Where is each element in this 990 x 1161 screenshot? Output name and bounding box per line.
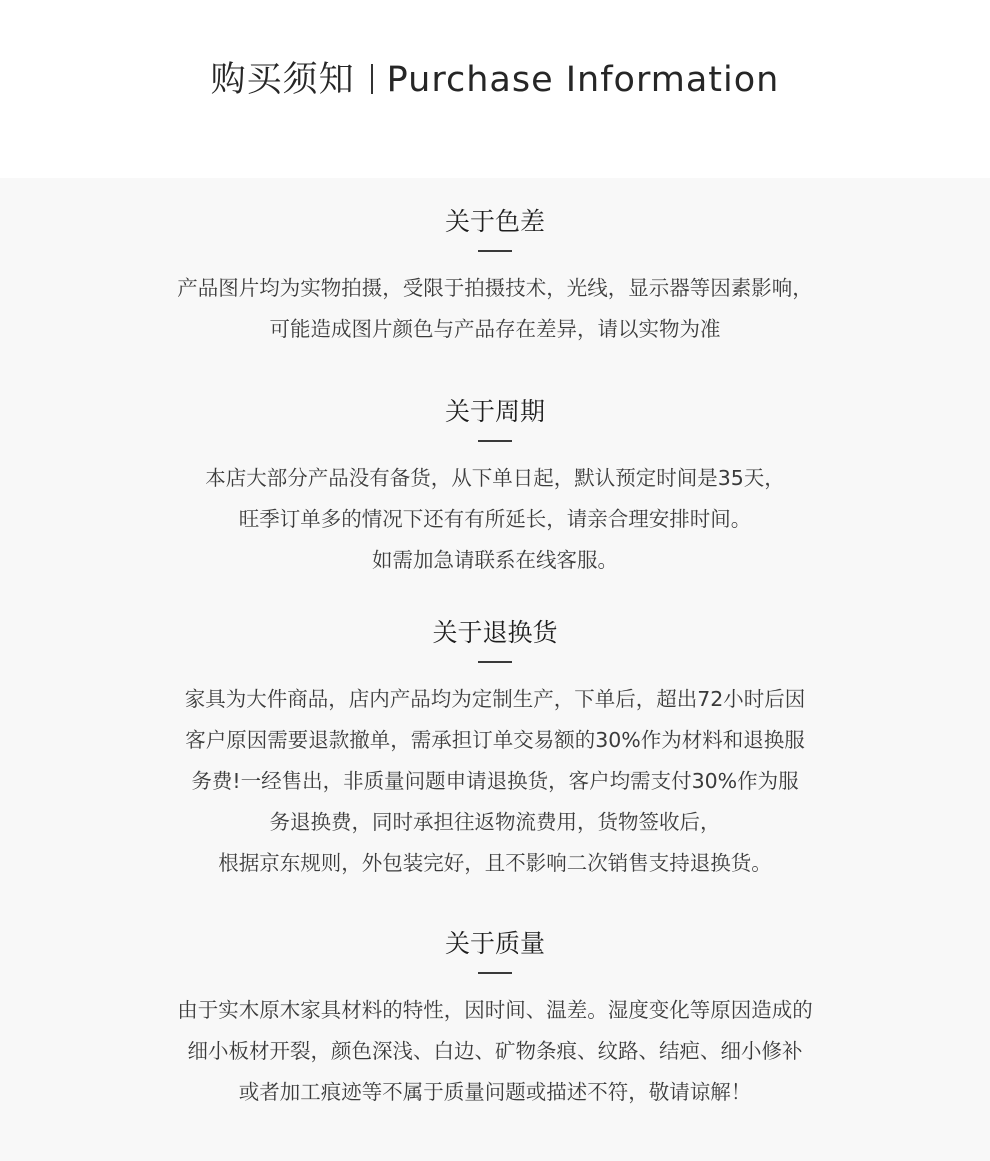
section-delivery-period [0,394,990,581]
section-line: 细小板材开裂，颜色深浅、白边、矿物条痕、纹路、结疤、细小修补 [187,1039,803,1063]
section-line: 客户原因需要退款撤单，需承担订单交易额的30%作为材料和退换服 [185,728,805,752]
section-body [0,990,990,1113]
section-line: 产品图片均为实物拍摄，受限于拍摄技术，光线，显示器等因素影响， [177,276,813,300]
section-line: 本店大部分产品没有备货，从下单日起，默认预定时间是35天， [205,466,785,490]
page-title-en: Purchase Information [386,60,780,100]
section-title: 关于周期 [444,397,545,426]
section-body [0,679,990,884]
section-line: 可能造成图片颜色与产品存在差异，请以实物为准 [269,317,721,341]
section-title: 关于退换货 [432,618,558,647]
section-divider [478,661,512,663]
page-header [0,0,990,178]
info-content [0,178,990,1161]
section-returns-exchanges [0,615,990,884]
section-color-difference [0,204,990,350]
section-body [0,458,990,581]
section-body [0,268,990,350]
page-title [0,52,990,102]
section-quality [0,926,990,1113]
section-line: 根据京东规则，外包装完好，且不影响二次销售支持退换货。 [218,851,772,875]
section-line: 务退换费，同时承担往返物流费用，货物签收后， [269,810,721,834]
section-line: 旺季订单多的情况下还有有所延长，请亲合理安排时间。 [238,507,752,531]
title-separator [371,64,373,94]
section-divider [478,972,512,974]
section-divider [478,250,512,252]
section-title: 关于质量 [444,929,545,958]
section-line: 如需加急请联系在线客服。 [372,548,618,572]
section-line: 家具为大件商品，店内产品均为定制生产，下单后，超出72小时后因 [184,687,806,711]
section-divider [478,440,512,442]
section-line: 或者加工痕迹等不属于质量问题或描述不符，敬请谅解！ [238,1080,752,1104]
section-line: 由于实木原木家具材料的特性，因时间、温差。湿度变化等原因造成的 [177,998,813,1022]
section-line: 务费!一经售出，非质量问题申请退换货，客户均需支付30%作为服 [191,769,799,793]
page-title-cn: 购买须知 [210,60,355,100]
section-title: 关于色差 [444,207,545,236]
